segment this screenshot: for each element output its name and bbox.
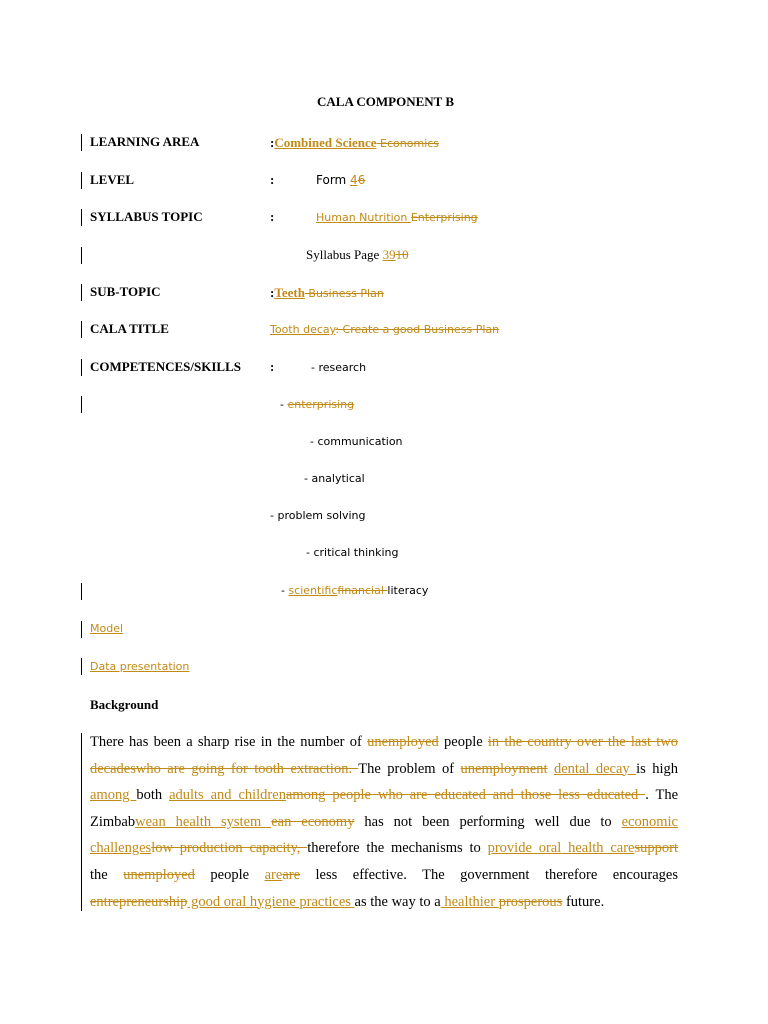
document-title: CALA COMPONENT B [317,94,454,109]
inserted-text: Human Nutrition [316,211,411,224]
sub-topic-label: SUB-TOPIC [90,284,161,299]
deleted-text: 10 [395,247,409,262]
cala-title-label: CALA TITLE [90,321,169,336]
paragraph-line: challengeslow production capacity, therefore the mechanisms to provide oral health caresupport [90,840,678,857]
paragraph-line: Zimbabwean health system ean economy has not been performing well due to economic [90,813,678,830]
background-paragraph [90,729,678,915]
level-colon: : [270,172,275,187]
deleted-text: financial [337,584,388,597]
skill-literacy [281,584,428,597]
syllabus-topic-value [316,211,478,224]
cala-title-value [270,323,499,336]
paragraph-line: entrepreneurship good oral hygiene practices as the way to a healthier prosperous future. [90,893,605,910]
colon: : [270,285,275,300]
inserted-text: Teeth [274,285,305,300]
deleted-text: Economics [376,137,440,150]
syllabus-page [306,247,409,263]
change-bar [81,621,82,638]
paragraph-line: the unemployed people areare less effective. The government therefore encourages [90,866,678,883]
background-heading: Background [90,697,159,712]
skill-communication: - communication [310,435,403,448]
deleted-text: enterprising [287,398,355,411]
change-bar [81,733,82,911]
colon: : [270,135,275,150]
deleted-text: Enterprising [410,211,478,224]
change-bar [81,247,82,264]
skill-problem-solving: - problem solving [270,509,366,522]
level-value [316,173,365,187]
change-bar [81,321,82,338]
competences-colon: : [270,359,275,374]
level-prefix: Form [316,173,351,187]
syllabus-topic-label: SYLLABUS TOPIC [90,209,203,224]
change-bar [81,658,82,675]
syllabus-page-prefix: Syllabus Page [306,247,383,262]
sub-topic-value [270,284,384,302]
data-presentation-heading: Data presentation [90,660,190,673]
deleted-text: 6 [357,173,366,187]
competences-label: COMPETENCES/SKILLS [90,359,241,374]
paragraph-line: among both adults and childrenamong people who are educated and those less educated . The [90,787,679,804]
skill-critical-thinking: - critical thinking [306,546,399,559]
learning-area-value [270,134,439,152]
inserted-text: Combined Science [274,135,377,150]
syllabus-topic-colon: : [270,209,275,224]
learning-area-label: LEARNING AREA [90,134,200,149]
inserted-text: 39 [382,247,396,262]
inserted-text: 4 [350,173,358,187]
change-bar [81,396,82,413]
model-heading: Model [90,622,124,635]
change-bar [81,583,82,600]
skill-prefix: - [281,584,289,597]
paragraph-line: decadeswho are going for tooth extraction. The problem of unemployment dental decay is high [90,760,679,777]
change-bar [81,284,82,301]
skill-research: - research [311,361,367,374]
skill-prefix: - [280,398,288,411]
skill-enterprising [280,398,354,411]
change-bar [81,134,82,151]
paragraph-line: There has been a sharp rise in the number of unemployed people in the country over the last two [90,734,679,750]
change-bar [81,172,82,189]
inserted-text: scientific [288,584,338,597]
skill-analytical: - analytical [304,472,365,485]
change-bar [81,359,82,376]
deleted-text: : Create a good Business Plan [335,323,500,336]
change-bar [81,209,82,226]
level-label: LEVEL [90,172,135,187]
literacy-text: literacy [387,584,429,597]
inserted-text: Tooth decay [270,323,336,336]
deleted-text: Business Plan [304,287,384,300]
